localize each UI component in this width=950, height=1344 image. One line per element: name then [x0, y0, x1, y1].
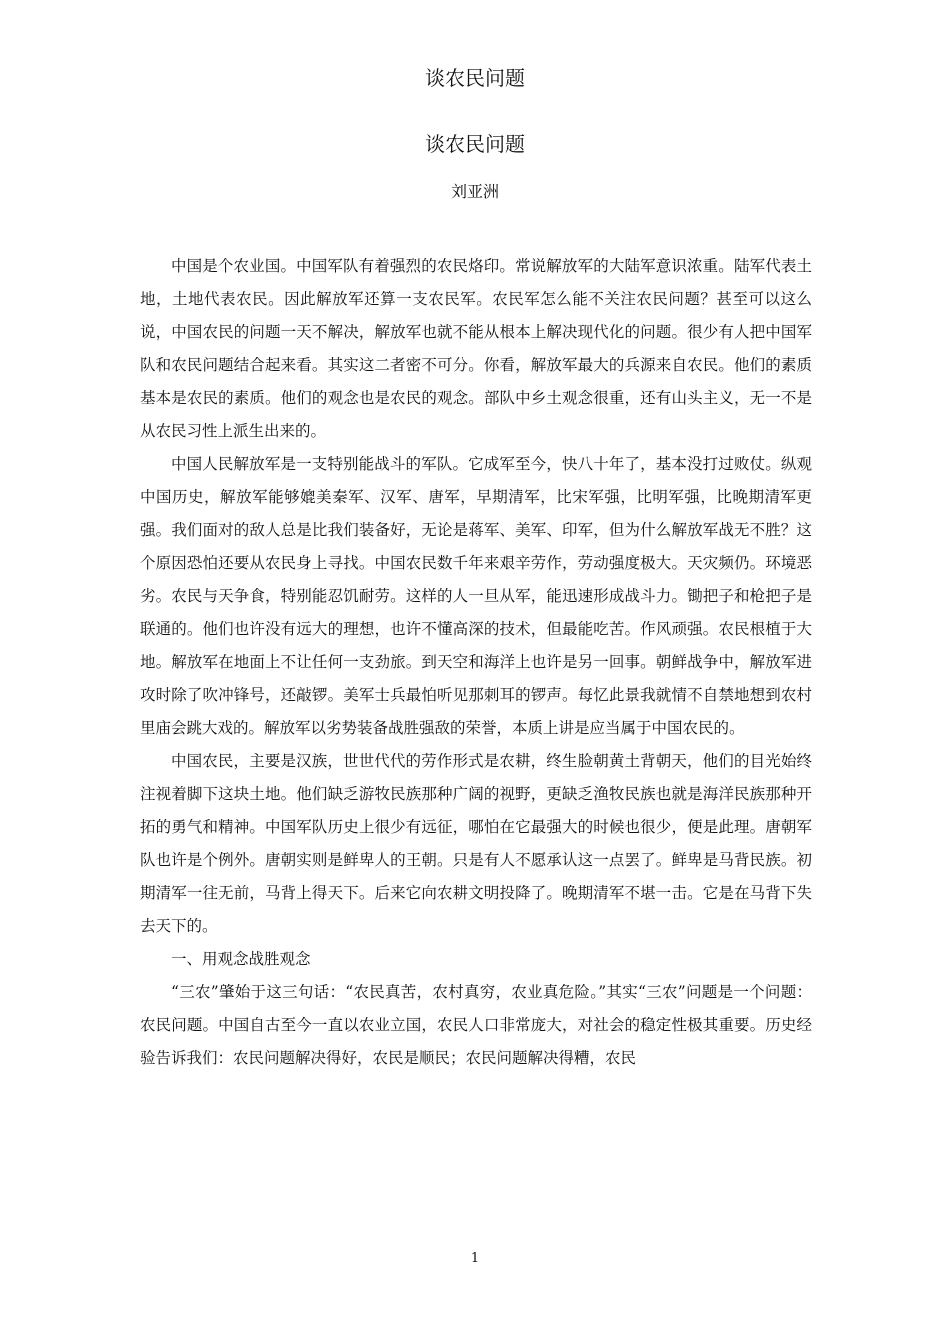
section-heading: 一、用观念战胜观念	[171, 950, 311, 968]
paragraph: 中国是个农业国。中国军队有着强烈的农民烙印。常说解放军的大陆军意识浓重。陆军代表土地，土地代表农民。因此解放军还算一支农民军。农民军怎么能不关注农民问题？甚至可以这么说，中国农民的问题一天不解决，解放军也就不能从根本上解决现代化的问题。很少有人把中国军队和农民问题结合起来看。其实这二者密不可分。你看，解放军最大的兵源来自农民。他们的素质基本是农民的素质。他们的观念也是农民的观念。部队中乡土观念很重，还有山头主义，无一不是从农民习性上派生出来的。	[140, 257, 812, 440]
document-title: 谈农民问题	[425, 132, 525, 156]
body-text	[140, 250, 812, 1075]
paragraph: 中国人民解放军是一支特别能战斗的军队。它成军至今，快八十年了，基本没打过败仗。纵观中国历史，解放军能够媲美秦军、汉军、唐军，早期清军，比宋军强，比明军强，比晚期清军更强。我们面对的敌人总是比我们装备好，无论是蒋军、美军、印军，但为什么解放军战无不胜？这个原因恐怕还要从农民身上寻找。中国农民数千年来艰辛劳作，劳动强度极大。天灾频仍。环境恶劣。农民与天争食，特别能忍饥耐劳。这样的人一旦从军，能迅速形成战斗力。锄把子和枪把子是联通的。他们也许没有远大的理想，也许不懂高深的技术，但最能吃苦。作风顽强。农民根植于大地。解放军在地面上不让任何一支劲旅。到天空和海洋上也许是另一回事。朝鲜战争中，解放军进攻时除了吹冲锋号，还敲锣。美军士兵最怕听见那刺耳的锣声。每忆此景我就情不自禁地想到农村里庙会跳大戏的。解放军以劣势装备战胜强敌的荣誉，本质上讲是应当属于中国农民的。	[140, 455, 812, 737]
running-header-title: 谈农民问题	[425, 66, 525, 90]
paragraph: 中国农民，主要是汉族，世世代代的劳作形式是农耕，终生脸朝黄土背朝天，他们的目光始终注视着脚下这块土地。他们缺乏游牧民族那种广阔的视野，更缺乏渔牧民族也就是海洋民族那种开拓的勇气和精神。中国军队历史上很少有远征，哪怕在它最强大的时候也很少，便是此理。唐朝军队也许是个例外。唐朝实则是鲜卑人的王朝。只是有人不愿承认这一点罢了。鲜卑是马背民族。初期清军一往无前，马背上得天下。后来它向农耕文明投降了。晚期清军不堪一击。它是在马背下失去天下的。	[140, 752, 812, 935]
paragraph: “三农”肇始于这三句话：“农民真苦，农村真穷，农业真危险。”其实“三农”问题是一个问题：农民问题。中国自古至今一直以农业立国，农民人口非常庞大，对社会的稳定性极其重要。历史经验告诉我们：农民问题解决得好，农民是顺民；农民问题解决得糟，农民	[140, 983, 812, 1067]
page-number: 1	[470, 1251, 480, 1266]
author-name: 刘亚洲	[450, 182, 499, 201]
